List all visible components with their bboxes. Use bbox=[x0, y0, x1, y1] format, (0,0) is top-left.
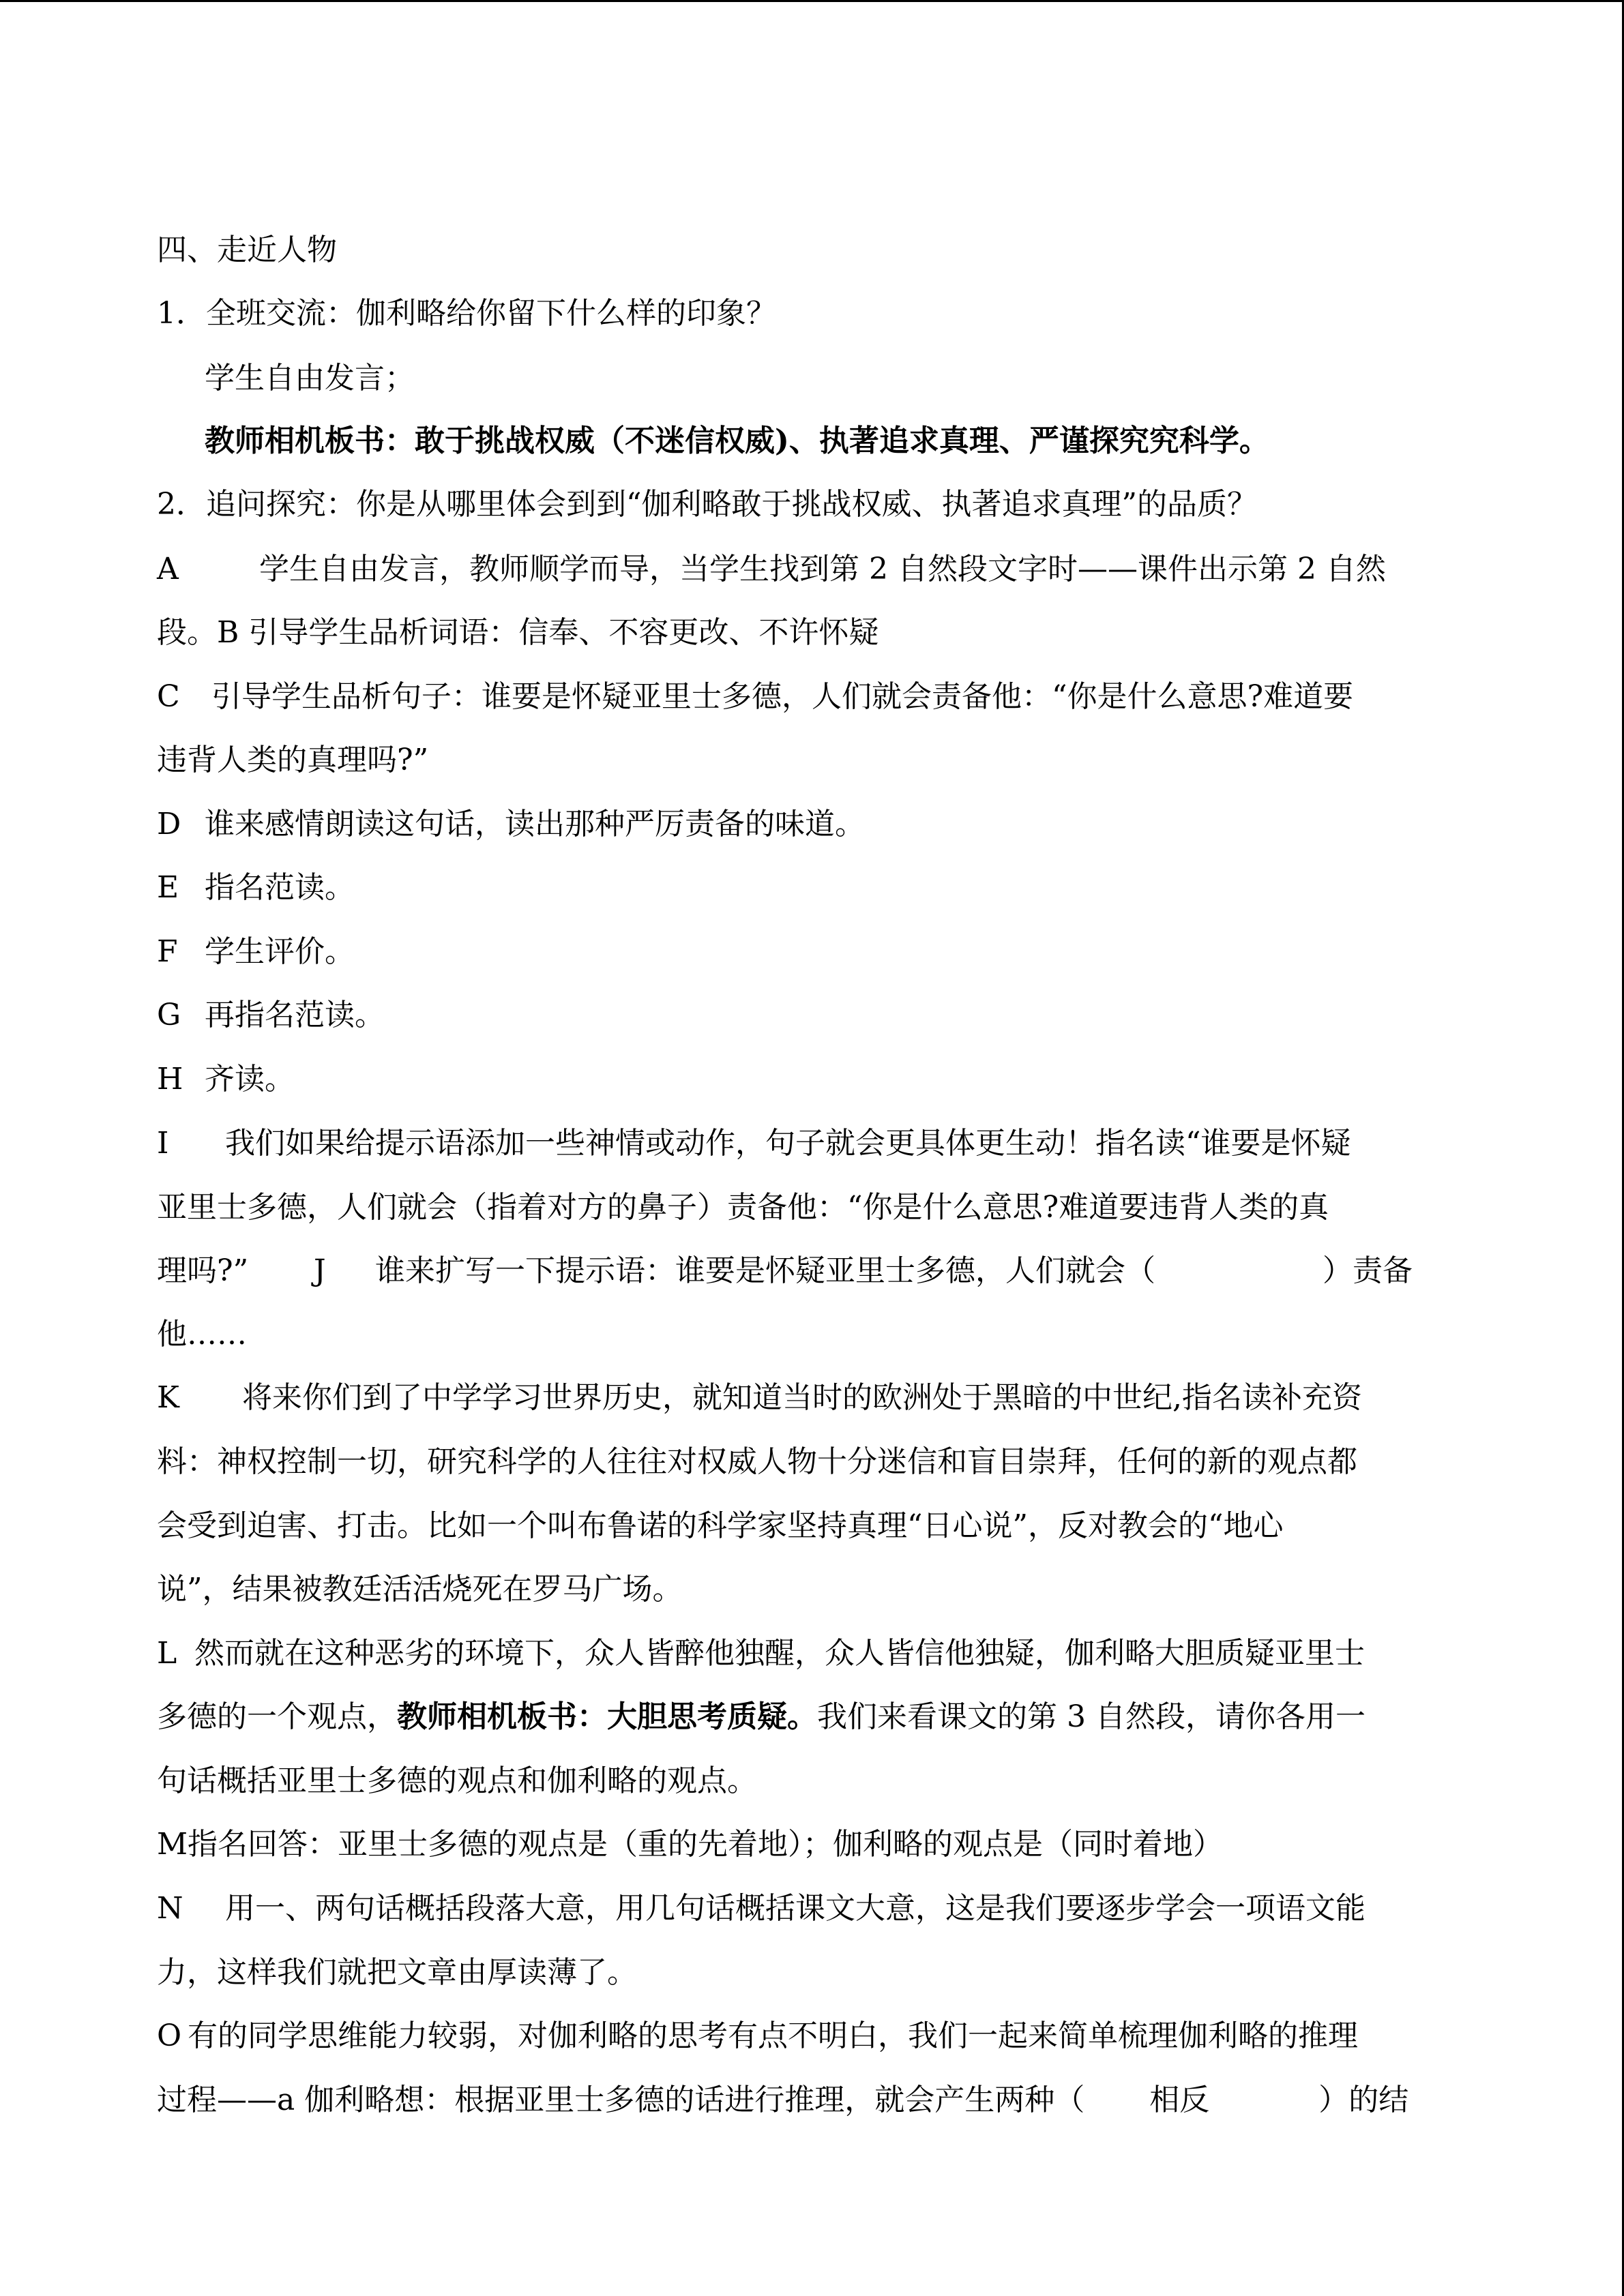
paragraph-text: 料：神权控制一切，研究科学的人往往对权威人物十分迷信和盲目崇拜，任何的新的观点都 bbox=[157, 1444, 1357, 1479]
paragraph-text: 再指名范读。 bbox=[205, 998, 385, 1032]
board-note-2: 教师相机板书：大胆思考质疑。 bbox=[397, 1699, 817, 1734]
item-label: N bbox=[157, 1891, 183, 1926]
item-g bbox=[157, 998, 1473, 1032]
item-m bbox=[157, 1828, 1473, 1862]
paragraph-text: 指名回答：亚里士多德的观点是（重的先着地）；伽利略的观点是（同时着地） bbox=[188, 1827, 1223, 1862]
item-c bbox=[157, 680, 1473, 714]
section-heading-text: 四、走近人物 bbox=[157, 233, 337, 267]
item-a bbox=[157, 552, 1473, 586]
item-l bbox=[157, 1637, 1473, 1671]
paragraph-text: 我们来看课文的第 3 自然段，请你各用一 bbox=[817, 1699, 1365, 1734]
board-note-1 bbox=[205, 424, 1521, 458]
paragraph-text: 他…… bbox=[157, 1317, 247, 1352]
item-i-cont-1 bbox=[157, 1191, 1473, 1225]
paragraph-text: 会受到迫害、打击。比如一个叫布鲁诺的科学家坚持真理“日心说”，反对教会的“地心 bbox=[157, 1508, 1284, 1543]
paragraph-text: 多德的一个观点， bbox=[157, 1699, 397, 1734]
item-l-cont-1 bbox=[157, 1700, 1473, 1734]
paragraph-text: 段。B 引导学生品析词语：信奉、不容更改、不许怀疑 bbox=[157, 615, 879, 650]
item-d bbox=[157, 807, 1473, 841]
paragraph-text: 理吗?” bbox=[157, 1253, 249, 1288]
paragraph-text: 过程——a 伽利略想：根据亚里士多德的话进行推理，就会产生两种（ bbox=[157, 2083, 1085, 2117]
paragraph-text: 齐读。 bbox=[205, 1062, 295, 1097]
paragraph-text: 谁来扩写一下提示语：谁要是怀疑亚里士多德，人们就会（ bbox=[375, 1253, 1155, 1288]
paragraph-text: 有的同学思维能力较弱，对伽利略的思考有点不明白，我们一起来简单梳理伽利略的推理 bbox=[188, 2018, 1358, 2053]
paragraph-text: 违背人类的真理吗?” bbox=[157, 743, 429, 777]
item-i-cont-2 bbox=[157, 1254, 1473, 1288]
bold-text: 教师相机板书：敢于挑战权威（不迷信权威)、执著追求真理、严谨探究究科学。 bbox=[205, 423, 1269, 458]
item-label: D bbox=[157, 807, 181, 841]
item-n-cont bbox=[157, 1956, 1473, 1990]
item-c-cont bbox=[157, 743, 1473, 777]
paragraph-text: 学生自由发言，教师顺学而导，当学生找到第 2 自然段文字时——课件出示第 2 自然 bbox=[259, 552, 1386, 586]
item-label: J bbox=[314, 1253, 326, 1288]
item-label: L bbox=[157, 1636, 177, 1671]
item-label: H bbox=[157, 1062, 183, 1097]
paragraph-text: 说”，结果被教廷活活烧死在罗马广场。 bbox=[157, 1572, 683, 1607]
item-e bbox=[157, 871, 1473, 905]
item-label: A bbox=[157, 552, 179, 586]
paragraph-text: 全班交流：伽利略给你留下什么样的印象？ bbox=[206, 296, 776, 331]
page-border-top bbox=[0, 0, 1624, 2]
item-label: O bbox=[157, 2018, 182, 2053]
paragraph-text: 将来你们到了中学学习世界历史，就知道当时的欧洲处于黑暗的中世纪,指名读补充资 bbox=[242, 1380, 1362, 1415]
item-n bbox=[157, 1892, 1473, 1926]
item-label: E bbox=[157, 870, 179, 905]
item-l-cont-2 bbox=[157, 1764, 1473, 1798]
item-label: G bbox=[157, 998, 181, 1032]
item-f bbox=[157, 935, 1473, 969]
item-i bbox=[157, 1127, 1473, 1161]
item-k-cont-1 bbox=[157, 1445, 1473, 1479]
filled-blank: 相反 bbox=[1149, 2083, 1210, 2117]
paragraph-text: 谁来感情朗读这句话，读出那种严厉责备的味道。 bbox=[205, 807, 865, 841]
paragraph-text: 我们如果给提示语添加一些神情或动作，句子就会更具体更生动！指名读“谁要是怀疑 bbox=[225, 1126, 1351, 1161]
paragraph-text: 句话概括亚里士多德的观点和伽利略的观点。 bbox=[157, 1763, 757, 1798]
item-k-cont-3 bbox=[157, 1572, 1473, 1607]
item-number: 1． bbox=[157, 296, 206, 331]
item-o-cont bbox=[157, 2083, 1473, 2117]
paragraph-text: 学生评价。 bbox=[205, 934, 355, 969]
paragraph-1-sub-1 bbox=[205, 361, 1521, 396]
paragraph-text: 学生自由发言； bbox=[205, 361, 415, 396]
paragraph-text: 追问探究：你是从哪里体会到到“伽利略敢于挑战权威、执著追求真理”的品质？ bbox=[206, 487, 1257, 522]
item-o bbox=[157, 2019, 1473, 2053]
paragraph-2 bbox=[157, 488, 1473, 522]
paragraph-text: ）的结 bbox=[1318, 2083, 1409, 2117]
paragraph-text: 然而就在这种恶劣的环境下，众人皆醉他独醒，众人皆信他独疑，伽利略大胆质疑亚里士 bbox=[194, 1636, 1365, 1671]
item-h bbox=[157, 1062, 1473, 1097]
item-label: M bbox=[157, 1827, 188, 1862]
item-k-cont-2 bbox=[157, 1509, 1473, 1543]
paragraph-text: 亚里士多德，人们就会（指着对方的鼻子）责备他：“你是什么意思?难道要违背人类的真 bbox=[157, 1190, 1329, 1225]
item-label: I bbox=[157, 1126, 169, 1161]
item-label: C bbox=[157, 679, 180, 714]
paragraph-text: ）责备 bbox=[1323, 1253, 1413, 1288]
paragraph-text: 力，这样我们就把文章由厚读薄了。 bbox=[157, 1955, 637, 1990]
item-i-cont-3 bbox=[157, 1317, 1473, 1352]
item-label: F bbox=[157, 934, 178, 969]
paragraph-text: 指名范读。 bbox=[205, 870, 355, 905]
paragraph-text: 引导学生品析句子：谁要是怀疑亚里士多德，人们就会责备他：“你是什么意思?难道要 bbox=[211, 679, 1354, 714]
item-a-cont bbox=[157, 616, 1473, 650]
item-label: K bbox=[157, 1380, 179, 1415]
section-heading bbox=[157, 233, 1473, 267]
paragraph-1 bbox=[157, 297, 1473, 331]
item-k bbox=[157, 1381, 1473, 1415]
paragraph-text: 用一、两句话概括段落大意，用几句话概括课文大意，这是我们要逐步学会一项语文能 bbox=[225, 1891, 1365, 1926]
item-number: 2． bbox=[157, 487, 206, 522]
